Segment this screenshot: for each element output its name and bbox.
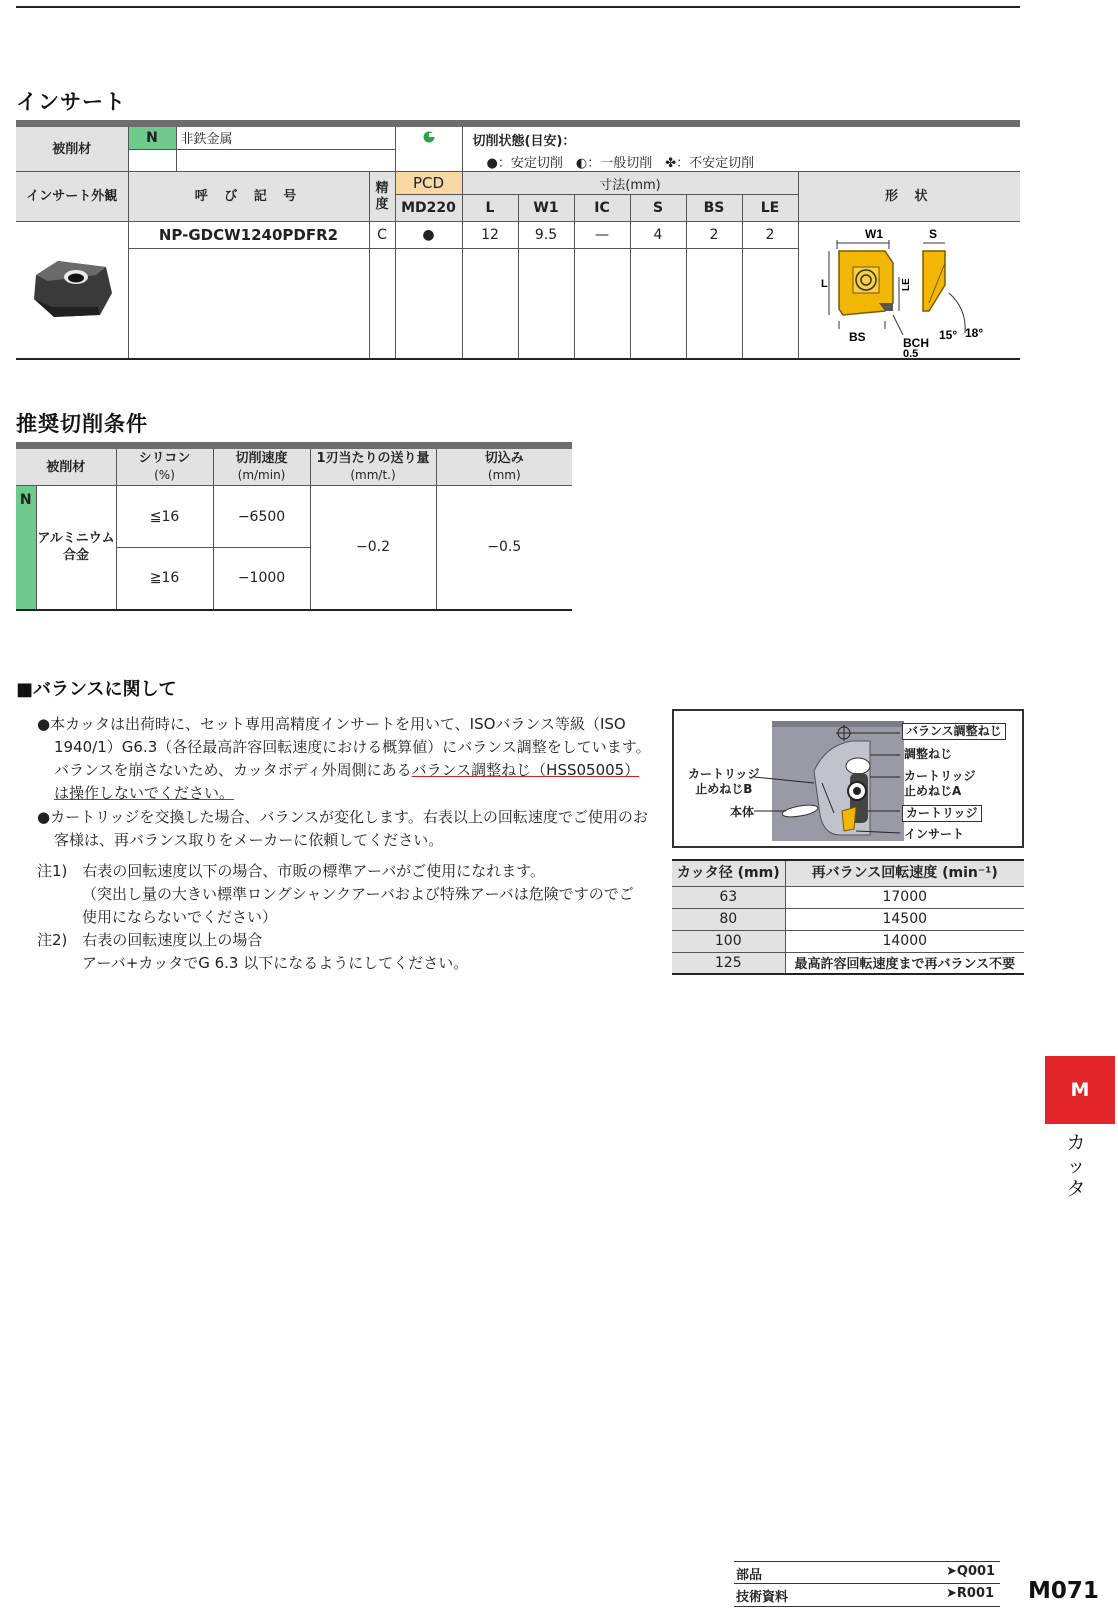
section-tab-label: カ ッ タ xyxy=(1066,1132,1086,1200)
footer-tech-label: 技術資料 xyxy=(736,1590,789,1605)
dim-header-s: S xyxy=(630,195,686,222)
shape-label-s: S xyxy=(928,226,937,241)
dim-value-s: 4 xyxy=(630,222,686,249)
cut-speed-2: −1000 xyxy=(213,548,310,610)
note1-line2: （突出し量の大きい標準ロングシャンクアーバおよび特殊アーバは危険ですのでご xyxy=(82,885,634,903)
dim-value-ic: — xyxy=(574,222,630,249)
insert-photo-cell xyxy=(16,222,128,359)
cut-feed: −0.2 xyxy=(310,486,436,610)
shape-diagram-cell xyxy=(798,222,1020,359)
dim-value-w1: 9.5 xyxy=(518,222,574,249)
cut-material-group-n: N xyxy=(16,486,36,610)
rb-speed-125: 最高許容回転速度まで再バランス不要 xyxy=(785,952,1024,974)
designation-label: 呼 び 記 号 xyxy=(128,172,369,222)
shape-label: 形 状 xyxy=(798,172,1020,222)
dimensions-label: 寸法(mm) xyxy=(462,172,798,195)
dim-header-le: LE xyxy=(742,195,798,222)
balance-p2-line2: 客様は、再バランス取りをメーカーに依頼してください。 xyxy=(54,831,444,849)
cut-header-material: 被削材 xyxy=(16,446,116,486)
cutting-section-title: 推奨切削条件 xyxy=(16,412,148,436)
material-group-n: N xyxy=(128,124,176,150)
note1-line3: 使用にならないでください） xyxy=(82,908,278,926)
shape-diagram xyxy=(799,223,1021,357)
cut-header-depth: 切込み (mm) xyxy=(436,446,572,486)
label-adjust-screw: 調整ねじ xyxy=(904,747,953,761)
dim-value-l: 12 xyxy=(462,222,518,249)
shape-label-l: L xyxy=(820,277,828,290)
note1-line1: 注1) 右表の回転速度以下の場合、市販の標準アーバがご使用になれます。 xyxy=(37,862,545,880)
work-material-label: 被削材 xyxy=(16,124,128,172)
dim-header-w1: W1 xyxy=(518,195,574,222)
appearance-label: インサート外観 xyxy=(16,172,128,222)
rb-speed-80: 14500 xyxy=(785,908,1024,930)
label-body: 本体 xyxy=(730,805,755,819)
balance-p1-line2: 1940/1）G6.3（各径最高許容回転速度における概算値）にバランス調整をしています。 xyxy=(54,738,651,756)
footer-rule-top xyxy=(734,1561,1000,1562)
balance-p1-line4: は操作しないでください。 xyxy=(54,784,235,802)
rb-dia-100: 100 xyxy=(672,930,785,952)
cutting-state-legend-cell xyxy=(462,124,1020,172)
rb-dia-80: 80 xyxy=(672,908,785,930)
rb-speed-100: 14000 xyxy=(785,930,1024,952)
note2-line1: 注2) 右表の回転速度以上の場合 xyxy=(37,931,263,949)
label-cartridge-screw-b: カートリッジ 止めねじB xyxy=(688,767,760,796)
balance-section-title: ■バランスに関して xyxy=(16,679,177,700)
cut-silicon-1: ≦16 xyxy=(116,486,213,548)
cut-header-speed: 切削速度 (m/min) xyxy=(213,446,310,486)
cutting-state-cell xyxy=(395,124,462,172)
designation-value: NP-GDCW1240PDFR2 xyxy=(128,222,369,249)
dim-value-le: 2 xyxy=(742,222,798,249)
accuracy-value: C xyxy=(369,222,395,249)
shape-label-bch: BCH xyxy=(902,335,929,350)
dim-header-l: L xyxy=(462,195,518,222)
footer-parts-label: 部品 xyxy=(736,1568,763,1583)
footer-rule-mid xyxy=(734,1583,1000,1584)
rb-speed-63: 17000 xyxy=(785,886,1024,908)
cut-silicon-2: ≧16 xyxy=(116,548,213,610)
rb-header-speed: 再バランス回転速度 (min⁻¹) xyxy=(785,860,1024,886)
insert-section-title: インサート xyxy=(16,90,126,114)
pcd-label: PCD xyxy=(395,172,462,195)
label-balance-screw: バランス調整ねじ xyxy=(902,723,1006,740)
dim-value-bs: 2 xyxy=(686,222,742,249)
insert-table xyxy=(16,120,1020,360)
cut-header-feed: 1刃当たりの送り量 (mm/t.) xyxy=(310,446,436,486)
rebalance-speed-table xyxy=(672,859,1024,975)
shape-label-w1: W1 xyxy=(864,226,883,241)
shape-label-le: LE xyxy=(900,277,912,291)
cutter-balance-diagram xyxy=(672,709,1024,848)
footer-parts-link[interactable]: ➤Q001 xyxy=(946,1564,996,1579)
cut-depth: −0.5 xyxy=(436,486,572,610)
label-cartridge-screw-a: カートリッジ 止めねじA xyxy=(904,769,976,798)
cutting-conditions-table xyxy=(16,442,572,611)
cutting-state-legend: ●：安定切削 ◐：一般切削 ✤：不安定切削 xyxy=(486,156,755,171)
rb-header-diameter: カッタ径 (mm) xyxy=(672,860,785,886)
grade-label: MD220 xyxy=(395,195,462,222)
shape-label-bs: BS xyxy=(848,329,866,344)
rb-dia-63: 63 xyxy=(672,886,785,908)
insert-photo xyxy=(26,253,118,323)
shape-label-18deg: 18° xyxy=(964,325,983,340)
page-number: M071 xyxy=(1028,1578,1099,1604)
shape-label-15deg: 15° xyxy=(938,327,957,342)
dim-header-bs: BS xyxy=(686,195,742,222)
accuracy-label: 精度 xyxy=(369,172,395,222)
balance-p2-line1: ●カートリッジを交換した場合、バランスが変化します。右表以上の回転速度でご使用のお xyxy=(37,808,648,826)
top-rule xyxy=(16,6,1020,8)
material-name: 非鉄金属 xyxy=(176,124,395,150)
general-cutting-icon xyxy=(422,130,436,144)
label-cartridge: カートリッジ xyxy=(902,805,982,822)
grade-mark: ● xyxy=(395,222,462,249)
section-tab-m[interactable]: M xyxy=(1045,1056,1115,1124)
cut-header-silicon: シリコン (%) xyxy=(116,446,213,486)
dim-header-ic: IC xyxy=(574,195,630,222)
cut-material-name: アルミニウム合金 xyxy=(36,486,116,610)
balance-p1-line3: バランスを崩さないため、カッタボディ外周側にあるバランス調整ねじ（HSS05005） xyxy=(54,761,640,779)
cut-speed-1: −6500 xyxy=(213,486,310,548)
label-insert: インサート xyxy=(904,827,965,841)
balance-p1-line1: ●本カッタは出荷時に、セット専用高精度インサートを用いて、ISOバランス等級（ISO xyxy=(37,715,626,733)
footer-rule-bottom xyxy=(734,1606,1000,1607)
rb-dia-125: 125 xyxy=(672,952,785,974)
shape-label-bch-value: 0.5 xyxy=(902,347,918,357)
note2-line2: アーバ+カッタでG 6.3 以下になるようにしてください。 xyxy=(82,954,469,972)
footer-tech-link[interactable]: ➤R001 xyxy=(946,1586,995,1601)
cutting-state-title: 切削状態(目安)： xyxy=(472,134,576,149)
